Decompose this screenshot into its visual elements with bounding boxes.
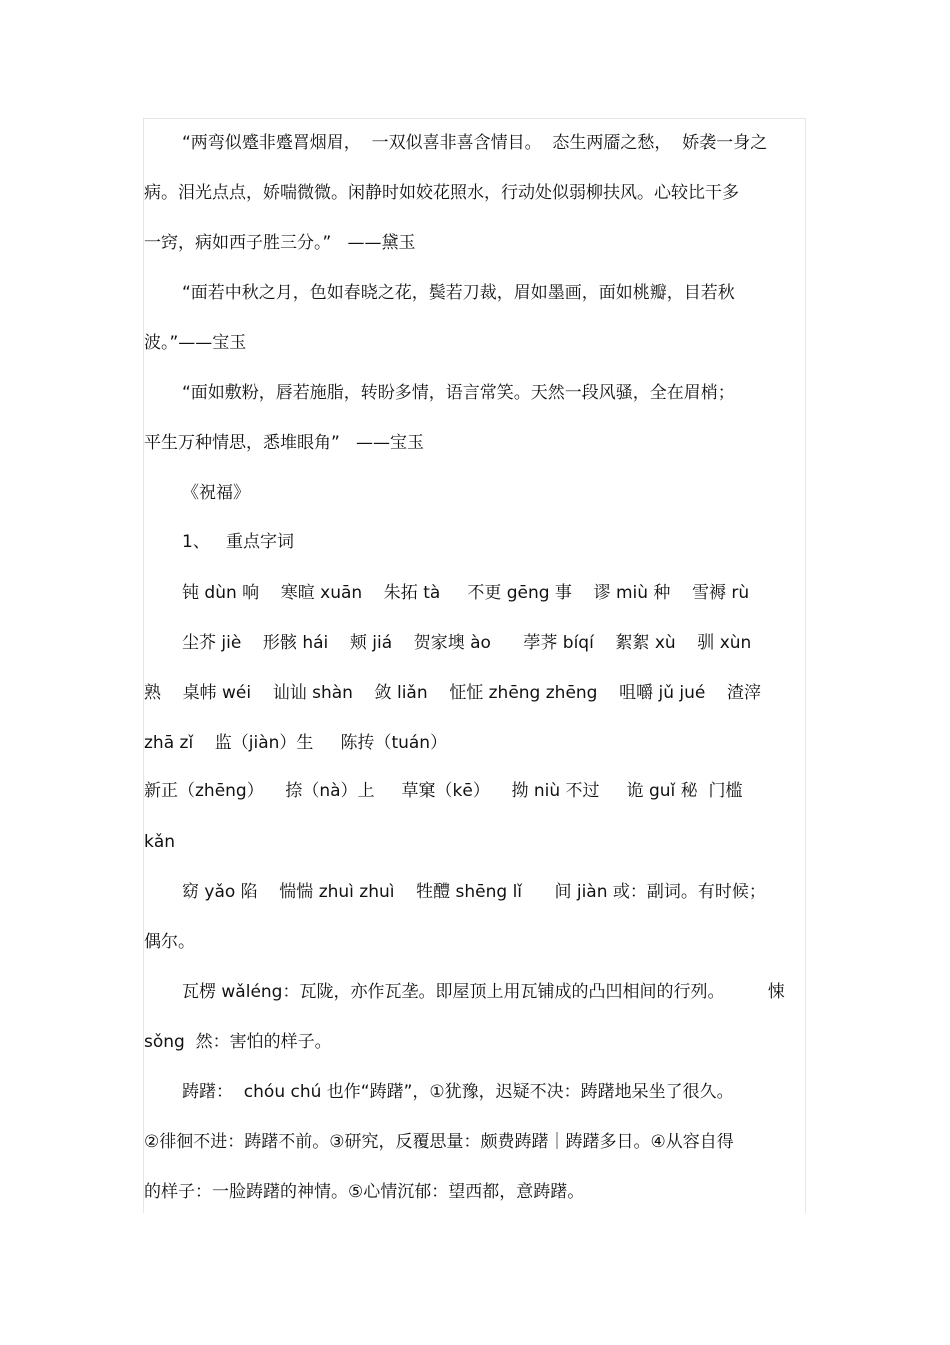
- vocab-line: 尘芥 jiè 形骸 hái 颊 jiá 贺家墺 ào 荸荠 bíqí 絮絮 xù 驯 xùn: [182, 633, 752, 653]
- vocab-line: 新正（zhēng） 捺（nà）上 草窠（kē） 拗 niù 不过 诡 guǐ 秘 门槛: [144, 781, 743, 801]
- vocab-line: zhā zǐ 监（jiàn）生 陈抟（tuán）: [144, 733, 448, 753]
- subsection-heading: 1、 重点字词: [182, 532, 295, 552]
- text-line: “面如敷粉，唇若施脂，转盼多情，语言常笑。天然一段风骚，全在眉梢；: [182, 383, 735, 403]
- vocab-line: 熟 桌帏 wéi 讪讪 shàn 敛 liǎn 怔怔 zhēng zhēng 咀嚼 jǔ jué 渣滓: [144, 683, 761, 703]
- vocab-line: sǒng 然：害怕的样子。: [144, 1032, 332, 1052]
- text-line: “面若中秋之月，色如春晓之花，鬓若刀裁，眉如墨画，面如桃瓣，目若秋: [182, 283, 735, 303]
- text-line: 波。”——宝玉: [144, 333, 247, 353]
- vocab-line: kǎn: [144, 832, 176, 852]
- vocab-line: 钝 dùn 响 寒暄 xuān 朱拓 tà 不更 gēng 事 谬 miù 种 雪褥 rù: [182, 583, 750, 603]
- text-line: 病。泪光点点，娇喘微微。闲静时如姣花照水，行动处似弱柳扶风。心较比干多: [144, 183, 739, 203]
- section-title: 《祝福》: [182, 483, 250, 503]
- vocab-line: ②徘徊不进：踌躇不前。③研究，反覆思量：颇费踌躇｜踌躇多日。④从容自得: [144, 1132, 734, 1152]
- text-line: 平生万种情思，悉堆眼角” ——宝玉: [144, 433, 425, 453]
- text-line: 一窍，病如西子胜三分。” ——黛玉: [144, 233, 416, 253]
- vocab-line: 踌躇： chóu chú 也作“踌躇”，①犹豫，迟疑不决：踌躇地呆坐了很久。: [182, 1082, 734, 1102]
- vocab-line: 偶尔。: [144, 932, 195, 952]
- vocab-line: 窈 yǎo 陷 惴惴 zhuì zhuì 牲醴 shēng lǐ 间 jiàn 或：副词。有时候；: [182, 882, 766, 902]
- vocab-line: 的样子：一脸踌躇的神情。⑤心情沉郁：望西都，意踌躇。: [144, 1182, 585, 1202]
- text-line: “两弯似蹙非蹙罥烟眉， 一双似喜非喜含情目。 态生两靥之愁， 娇袭一身之: [182, 133, 768, 153]
- vocab-line: 瓦楞 wǎléng：瓦陇，亦作瓦垄。即屋顶上用瓦铺成的凸凹相间的行列。 悚: [182, 982, 785, 1002]
